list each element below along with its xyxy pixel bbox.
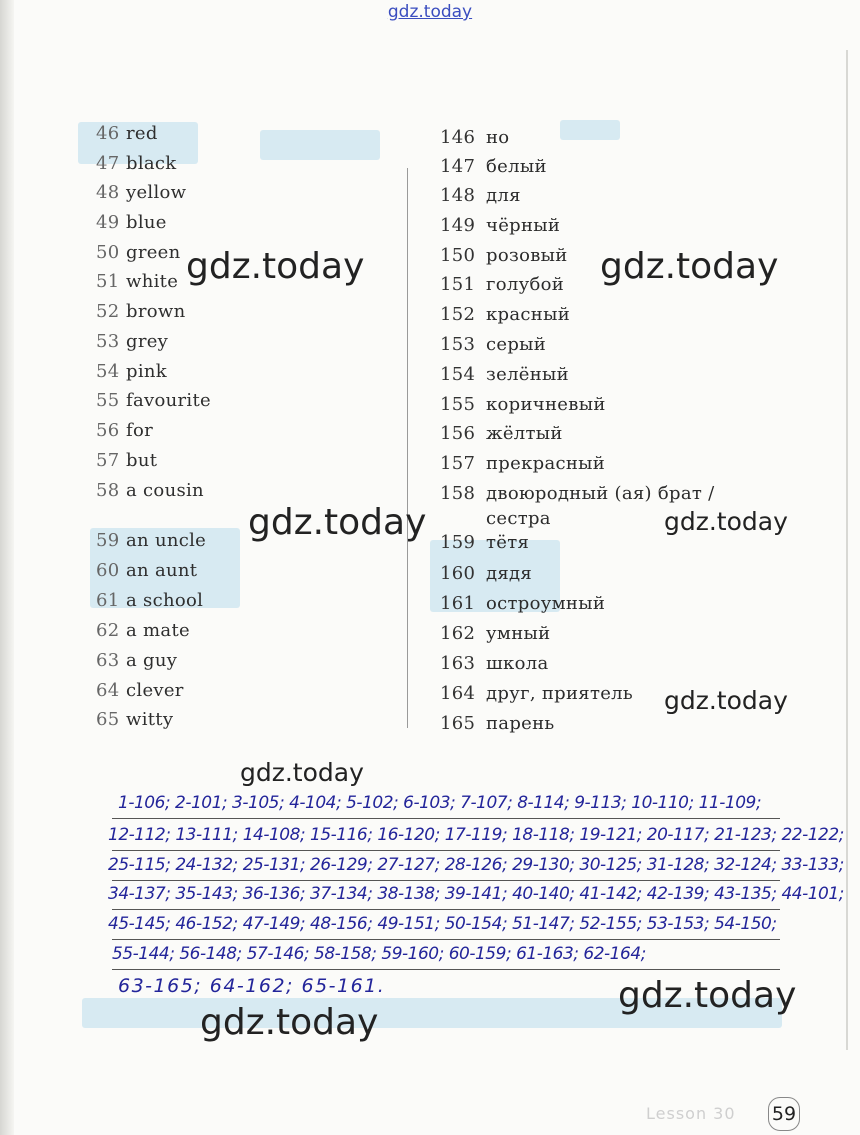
watermark: gdz.today — [618, 975, 797, 1016]
watermark: gdz.today — [200, 1002, 379, 1043]
list-item: 59 an uncle — [96, 530, 207, 551]
list-item: 156 жёлтый — [440, 423, 563, 444]
answer-line: 45-145; 46-152; 47-149; 48-156; 49-151; 50-154; 51-147; 52-155; 53-153; 54-150; — [108, 914, 777, 934]
page-number: 59 — [768, 1097, 800, 1131]
list-item: 152 красный — [440, 304, 571, 325]
column-divider — [407, 168, 408, 728]
site-link[interactable]: gdz.today — [387, 2, 473, 22]
answer-line: 55-144; 56-148; 57-146; 58-158; 59-160; 60-159; 61-163; 62-164; — [112, 944, 646, 964]
list-item: 154 зелёный — [440, 364, 569, 385]
list-item: 57 but — [96, 450, 158, 471]
answer-line: 25-115; 24-132; 25-131; 26-129; 27-127; 28-126; 29-130; 30-125; 31-128; 32-124; 33-133; — [108, 855, 844, 875]
underline — [112, 880, 780, 881]
list-item: 60 an aunt — [96, 560, 198, 581]
list-item: 148 для — [440, 185, 521, 206]
list-item: 61 a school — [96, 590, 204, 611]
list-item: 150 розовый — [440, 245, 568, 266]
answer-line: 63-165; 64-162; 65-161. — [118, 975, 386, 997]
list-item: 162 умный — [440, 623, 551, 644]
list-item: 52 brown — [96, 301, 186, 322]
list-item: 149 чёрный — [440, 215, 561, 236]
watermark: gdz.today — [240, 758, 364, 787]
underline — [112, 818, 780, 819]
watermark: gdz.today — [664, 686, 788, 715]
list-item: 146 но — [440, 127, 510, 148]
list-item: 159 тётя — [440, 532, 530, 553]
list-item: 155 коричневый — [440, 394, 606, 415]
list-item: 56 for — [96, 420, 154, 441]
watermark: gdz.today — [248, 502, 427, 543]
watermark: gdz.today — [186, 246, 365, 287]
list-item: 160 дядя — [440, 563, 533, 584]
list-item: 165 парень — [440, 713, 555, 734]
lesson-label: Lesson 30 — [646, 1104, 736, 1123]
scan-left-edge — [0, 0, 14, 1135]
list-item: 163 школа — [440, 653, 549, 674]
watermark: gdz.today — [664, 507, 788, 536]
list-item: 58 a cousin — [96, 480, 204, 501]
list-item: 51 white — [96, 271, 179, 292]
list-item: 55 favourite — [96, 390, 211, 411]
underline — [112, 850, 780, 851]
list-item: 147 белый — [440, 156, 547, 177]
list-item: 62 a mate — [96, 620, 190, 641]
list-item: 153 серый — [440, 334, 547, 355]
list-item: 47 black — [96, 153, 177, 174]
watermark: gdz.today — [600, 246, 779, 287]
background-stamp — [260, 130, 380, 160]
background-stamp — [560, 120, 620, 140]
list-item: 53 grey — [96, 331, 169, 352]
answer-line: 34-137; 35-143; 36-136; 37-134; 38-138; 39-141; 40-140; 41-142; 42-139; 43-135; 44-101; — [108, 884, 844, 904]
scan-right-edge — [846, 50, 848, 1050]
list-item: 164 друг, приятель — [440, 683, 633, 704]
underline — [112, 969, 780, 970]
list-item: 50 green — [96, 242, 181, 263]
list-item: 64 clever — [96, 680, 184, 701]
list-item: 46 red — [96, 123, 158, 144]
list-item: 63 a guy — [96, 650, 178, 671]
list-item: 54 pink — [96, 361, 167, 382]
list-item: 157 прекрасный — [440, 453, 606, 474]
underline — [112, 909, 780, 910]
list-item: 158 двоюродный (ая) брат / — [440, 483, 715, 504]
list-item: 151 голубой — [440, 274, 565, 295]
answer-line: 12-112; 13-111; 14-108; 15-116; 16-120; 17-119; 18-118; 19-121; 20-117; 21-123; 22-122; — [108, 825, 844, 845]
list-item: сестра — [486, 508, 551, 529]
list-item: 65 witty — [96, 709, 174, 730]
answer-line: 1-106; 2-101; 3-105; 4-104; 5-102; 6-103; 7-107; 8-114; 9-113; 10-110; 11-109; — [118, 793, 762, 813]
underline — [112, 939, 780, 940]
list-item: 48 yellow — [96, 182, 187, 203]
list-item: 49 blue — [96, 212, 167, 233]
list-item: 161 остроумный — [440, 593, 606, 614]
